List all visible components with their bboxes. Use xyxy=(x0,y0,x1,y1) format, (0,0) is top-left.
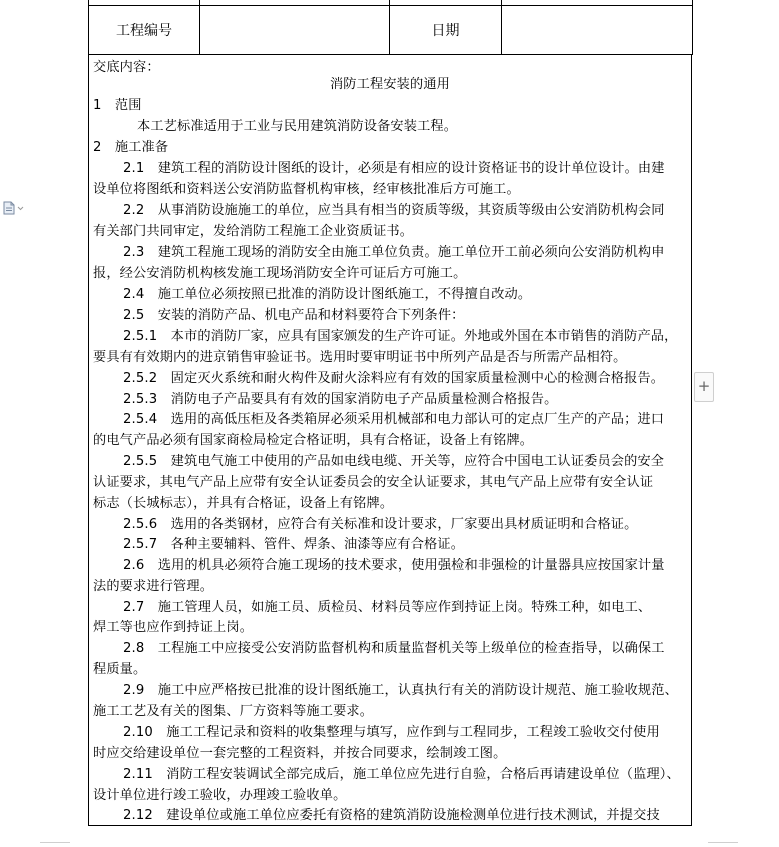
text-line: 2.11 消防工程安装调试全部完成后，施工单位应先进行自验，合格后再请建设单位（监理）、 xyxy=(123,767,680,782)
text-line: 程质量。 xyxy=(93,662,147,677)
text-line: 施工工艺及有关的图集、厂方资料等施工要求。 xyxy=(93,704,374,719)
text-line: 有关部门共同审定，发给消防工程施工企业资质证书。 xyxy=(93,224,414,239)
text-line: 报，经公安消防机构核发施工现场消防安全许可证后方可施工。 xyxy=(93,266,467,281)
text-line: 2.3 建筑工程施工现场的消防安全由施工单位负责。施工单位开工前必须向公安消防机构申 xyxy=(123,245,665,260)
text-line: 要具有有效期内的进京销售审验证书。选用时要审明证书中所列产品是否与所需产品相符。 xyxy=(93,350,627,365)
text-line: 2.5.3 消防电子产品要具有有效的国家消防电子产品质量检测合格报告。 xyxy=(123,392,558,407)
text-line: 2.5.7 各种主要辅料、管件、焊条、油漆等应有合格证。 xyxy=(123,537,465,552)
text-line: 2.10 施工工程记录和资料的收集整理与填写，应作到与工程同步，工程竣工验收交付使用 xyxy=(123,725,660,740)
text-line: 2.9 施工中应严格按已批准的设计图纸施工，认真执行有关的消防设计规范、施工验收规范、 xyxy=(123,683,678,698)
text-line: 设单位将图纸和资料送公安消防监督机构审核，经审核批准后方可施工。 xyxy=(93,182,520,197)
page-edge-mark xyxy=(40,842,70,843)
text-line: 法的要求进行管理。 xyxy=(93,579,214,594)
project-no-value[interactable] xyxy=(200,6,390,55)
text-line: 2.8 工程施工中应接受公安消防监督机构和质量监督机关等上级单位的检查指导，以确保工 xyxy=(123,641,665,656)
content-label: 交底内容： xyxy=(93,60,160,75)
date-value[interactable] xyxy=(502,6,693,55)
text-line: 2.4 施工单位必须按照已批准的消防设计图纸施工，不得擅自改动。 xyxy=(123,287,532,302)
section-heading: 1 范围 xyxy=(93,98,142,113)
text-line: 2.5.6 选用的各类钢材，应符合有关标准和设计要求，厂家要出具材质证明和合格证。 xyxy=(123,517,638,532)
text-line: 2.7 施工管理人员，如施工员、质检员、材料员等应作到持证上岗。特殊工种，如电工、 xyxy=(123,600,652,615)
text-line: 2.5 安装的消防产品、机电产品和材料要符合下列条件： xyxy=(123,308,465,323)
document-icon[interactable] xyxy=(2,201,24,215)
text-line: 2.1 建筑工程的消防设计图纸的设计，必须是有相应的设计资格证书的设计单位设计。由建 xyxy=(123,161,665,176)
project-no-label: 工程编号 xyxy=(89,6,200,55)
text-line: 认证要求，其电气产品上应带有安全认证委员会的安全认证要求，其电气产品上应带有安全认证 xyxy=(93,475,654,490)
text-line: 2.2 从事消防设施施工的单位，应当具有相当的资质等级，其资质等级由公安消防机构会同 xyxy=(123,203,665,218)
content-box[interactable] xyxy=(88,55,692,826)
header-table xyxy=(88,0,693,55)
text-line: 本工艺标准适用于工业与民用建筑消防设备安装工程。 xyxy=(137,119,458,134)
text-line: 标志（长城标志），并具有合格证，设备上有铭牌。 xyxy=(93,496,394,511)
text-line: 焊工等也应作到持证上岗。 xyxy=(93,620,254,635)
content-title: 消防工程安装的通用 xyxy=(329,77,451,92)
section-heading: 2 施工准备 xyxy=(93,140,169,155)
add-button[interactable]: + xyxy=(694,372,714,402)
document-sheet xyxy=(88,0,692,826)
text-line: 设计单位进行竣工验收，办理竣工验收单。 xyxy=(93,788,347,803)
text-line: 2.5.2 固定灭火系统和耐火构件及耐火涂料应有有效的国家质量检测中心的检测合格报告。 xyxy=(123,371,665,386)
text-line: 时应交给建设单位一套完整的工程资料，并按合同要求，绘制竣工图。 xyxy=(93,746,507,761)
text-line: 2.5.5 建筑电气施工中使用的产品如电线电缆、开关等，应符合中国电工认证委员会的安全 xyxy=(123,454,665,469)
text-line: 2.12 建设单位或施工单位应委托有资格的建筑消防设施检测单位进行技术测试，并提交技 xyxy=(123,808,660,823)
page-edge-mark xyxy=(708,842,738,843)
text-line: 的电气产品必须有国家商检局检定合格证明，具有合格证，设备上有铭牌。 xyxy=(93,433,534,448)
text-line: 2.5.1 本市的消防厂家，应具有国家颁发的生产许可证。外地或外国在本市销售的消防产品， xyxy=(123,329,678,344)
text-line: 2.5.4 选用的高低压柜及各类箱屏必须采用机械部和电力部认可的定点厂生产的产品；进口 xyxy=(123,412,665,427)
text-line: 2.6 选用的机具必须符合施工现场的技术要求，使用强检和非强检的计量器具应按国家计量 xyxy=(123,558,665,573)
date-label: 日期 xyxy=(390,6,502,55)
